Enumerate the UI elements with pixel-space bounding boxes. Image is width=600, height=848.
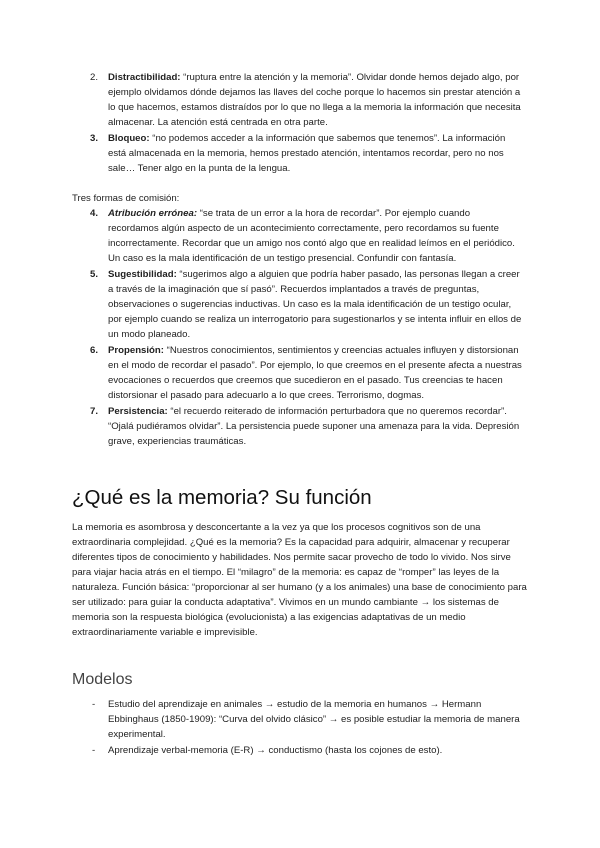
commission-intro: Tres formas de comisión: <box>72 193 180 204</box>
list-number: 5. <box>90 269 99 280</box>
list-number: 3. <box>90 133 99 144</box>
list-item-bias <box>0 343 600 403</box>
list-item-distractibility <box>0 70 600 130</box>
list-item-blocking <box>0 131 600 176</box>
list-number: 2. <box>90 72 99 83</box>
memory-paragraph: La memoria es asombrosa y desconcertante a la vez ya que los procesos cognitivos son de una extraordinaria complejidad. ¿Qué es la memoria? Es la capacidad para adquirir, almacenar y recuperar diferentes tipos de conocimiento y habilidades. Nos permite sacar provecho de todo lo vivido. Nos sirve para viajar hacia atrás en el tiempo. El “milagro” de la memoria: es capaz de “romper” las leyes de la naturaleza. Función básica: “proporcionar al ser humano (y a los animales) una base de conocimiento para ser utilizado: para guiar la conducta adaptativa”. Vivimos en un mundo cambiante → los sistemas de memoria son la respuesta biológica (evolucionista) a las exigencias adaptativas de un medio extraordinariamente variable e imprevisible. <box>72 522 527 638</box>
list-term: Propensión: <box>108 345 164 356</box>
bullet-dash: - <box>92 699 96 710</box>
list-number: 4. <box>90 208 99 219</box>
list-item-suggestibility <box>0 267 600 342</box>
list-term: Sugestibilidad: <box>108 269 177 280</box>
list-text: “sugerimos algo a alguien que podría haber pasado, las personas llegan a creer a través de la imaginación que sí pasó”. Recuerdos implantados a través de preguntas, observaciones o sugerencias inductivas. Un caso es la mala identificación de un testigo ocular, por ejemplo cuando se realiza un interrogatorio para sugestionarlos y se intenta influir en ellos de un modo planeado. <box>108 269 522 340</box>
list-term: Atribución errónea: <box>108 208 198 219</box>
omission-list-continued <box>0 70 600 176</box>
section-heading-models: Modelos <box>72 671 133 688</box>
bullet-dash: - <box>92 745 96 756</box>
list-text: “el recuerdo reiterado de información perturbadora que no queremos recordar”. “Ojalá pudiéramos olvidar”. La persistencia puede suponer una amenaza para la vida. Depresión grave, experiencias traumáticas. <box>108 406 520 447</box>
list-text: “Nuestros conocimientos, sentimientos y creencias actuales influyen y distorsionan en el modo de recordar el pasado”. Por ejemplo, lo que creemos en el presente afecta a nuestras evocaciones o recuerdos que creemos que sucedieron en el pasado. Tus creencias te hacen distorsionar el pasado para adecuarlo a lo que crees. Terrorismo, dogmas. <box>108 345 522 401</box>
bullet-text: Aprendizaje verbal-memoria (E-R) → conductismo (hasta los cojones de esto). <box>108 745 443 756</box>
bullet-text: Estudio del aprendizaje en animales → estudio de la memoria en humanos → Hermann Ebbinghaus (1850-1909): “Curva del olvido clásico” → es posible estudiar la memoria de manera experimental. <box>108 699 520 740</box>
commission-list <box>0 206 600 449</box>
list-text: “no podemos acceder a la información que sabemos que tenemos”. La información está almacenada en la memoria, hemos prestado atención, intentamos recordar, pero no nos sale… Tener algo en la punta de la lengua. <box>108 133 506 174</box>
list-term: Distractibilidad: <box>108 72 181 83</box>
list-number: 6. <box>90 345 99 356</box>
list-text: “se trata de un error a la hora de recordar”. Por ejemplo cuando recordamos algún aspecto de un acontecimiento correctamente, pero recordamos su fuente incorrectamente. Recordar que un amigo nos contó algo que en realidad leímos en el periódico. Un caso es la mala identificación de un testigo presencial. Confundir con fantasía. <box>108 208 515 264</box>
models-bullet-list <box>0 697 600 758</box>
list-text: “ruptura entre la atención y la memoria”. Olvidar donde hemos dejado algo, por ejemplo olvidamos dónde dejamos las llaves del coche porque lo hacemos sin prestar atención a lo que hacemos, estamos distraídos por lo que no llega a la memoria la información que necesita almacenar. La atención está centrada en otra parte. <box>108 72 521 128</box>
list-item-misattribution <box>0 206 600 266</box>
list-item-persistence <box>0 404 600 449</box>
bullet-item <box>0 697 600 742</box>
list-term: Bloqueo: <box>108 133 150 144</box>
section-heading-memory: ¿Qué es la memoria? Su función <box>72 486 372 509</box>
list-term: Persistencia: <box>108 406 168 417</box>
bullet-item <box>0 743 600 758</box>
list-number: 7. <box>90 406 99 417</box>
